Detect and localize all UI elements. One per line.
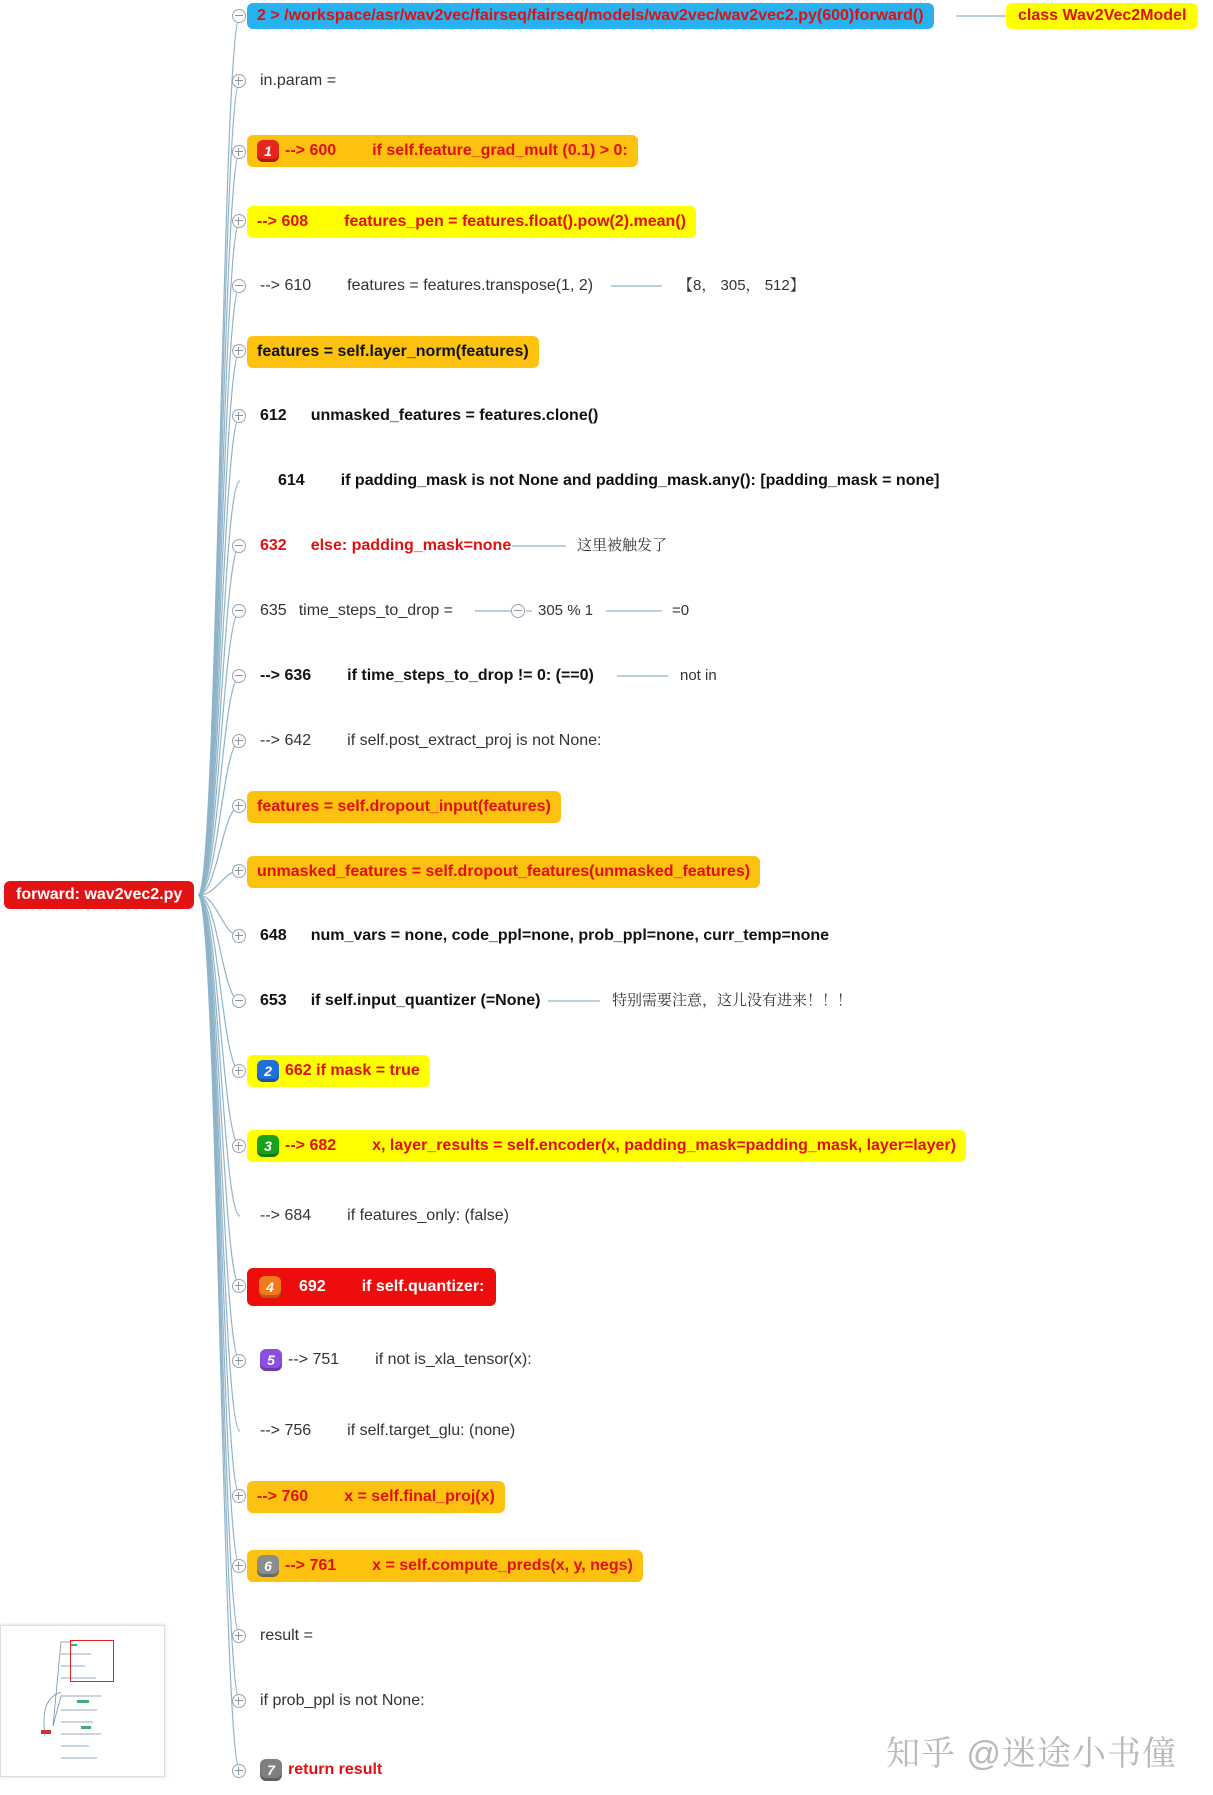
- expand-toggle[interactable]: [232, 74, 246, 88]
- note-not-in[interactable]: not in: [680, 667, 717, 684]
- node-dropout-input[interactable]: features = self.dropout_input(features): [247, 791, 561, 823]
- connector-line: [198, 546, 240, 895]
- line-number: 612: [260, 407, 287, 424]
- code-text: x = self.final_proj(x): [344, 1488, 495, 1505]
- node-return-result[interactable]: [260, 1759, 382, 1781]
- code-text: num_vars = none, code_ppl=none, prob_ppl=none, curr_temp=none: [310, 927, 830, 944]
- code-text: x = self.compute_preds(x, y, negs): [372, 1557, 633, 1575]
- priority-1-icon: 1: [257, 140, 279, 162]
- node-header-path[interactable]: 2 > /workspace/asr/wav2vec/fairseq/fairseq/models/wav2vec/wav2vec2.py(600)forward(): [247, 3, 934, 29]
- expand-toggle[interactable]: [232, 1354, 246, 1368]
- priority-5-icon: 5: [260, 1349, 282, 1371]
- connector-line: [198, 895, 240, 1701]
- connector-line: [198, 895, 240, 1496]
- priority-4-icon: 4: [259, 1276, 281, 1298]
- connector-line: [198, 221, 240, 895]
- node-line-610[interactable]: [260, 275, 593, 297]
- line-number: --> 684: [260, 1207, 312, 1224]
- code-text: x, layer_results = self.encoder(x, padding_mask=padding_mask, layer=layer): [372, 1137, 956, 1155]
- line-number: 632: [260, 537, 287, 554]
- line-number: --> 756: [260, 1422, 312, 1439]
- node-result[interactable]: result =: [260, 1627, 313, 1644]
- expand-toggle[interactable]: [232, 734, 246, 748]
- code-text: if self.input_quantizer (=None): [310, 992, 541, 1009]
- line-number: --> 751: [288, 1351, 340, 1369]
- expand-toggle[interactable]: [232, 145, 246, 159]
- code-text: unmasked_features = features.clone(): [310, 407, 599, 424]
- expand-toggle[interactable]: [232, 1064, 246, 1078]
- connector-line: [198, 81, 240, 895]
- expand-toggle[interactable]: [232, 1279, 246, 1293]
- expand-toggle[interactable]: [232, 864, 246, 878]
- node-line-614[interactable]: [278, 470, 939, 492]
- node-layer-norm[interactable]: features = self.layer_norm(features): [247, 336, 539, 368]
- node-line-760[interactable]: [247, 1481, 505, 1513]
- collapse-toggle[interactable]: [232, 994, 246, 1008]
- line-number: --> 608: [257, 213, 309, 230]
- code-text: return result: [288, 1761, 383, 1779]
- line-number: --> 636: [260, 667, 312, 684]
- node-line-682[interactable]: [247, 1130, 966, 1162]
- node-line-635[interactable]: [260, 600, 453, 622]
- code-text: else: padding_mask=none: [310, 537, 512, 554]
- connector-line: [198, 806, 240, 895]
- code-text: if features_only: (false): [347, 1207, 509, 1224]
- line-number: --> 682: [285, 1137, 337, 1155]
- priority-6-icon: 6: [257, 1555, 279, 1577]
- note-attention[interactable]: 特别需要注意，这儿没有进来！！！: [612, 992, 853, 1009]
- code-text: if self.quantizer:: [361, 1278, 485, 1296]
- node-line-751[interactable]: [260, 1349, 532, 1371]
- root-node[interactable]: forward: wav2vec2.py: [4, 881, 194, 909]
- line-number: --> 642: [260, 732, 312, 749]
- collapse-toggle[interactable]: [232, 539, 246, 553]
- expand-toggle[interactable]: [232, 1559, 246, 1573]
- line-number: 692: [299, 1278, 326, 1296]
- line-number: 648: [260, 927, 287, 944]
- collapse-toggle[interactable]: [232, 279, 246, 293]
- note-mod-result[interactable]: =0: [672, 602, 690, 619]
- code-text: if time_steps_to_drop != 0: (==0): [347, 667, 594, 684]
- line-number: 653: [260, 992, 287, 1009]
- collapse-toggle[interactable]: [232, 9, 246, 23]
- node-line-612[interactable]: [260, 405, 598, 427]
- code-text: if not is_xla_tensor(x):: [375, 1351, 532, 1369]
- expand-toggle[interactable]: [232, 409, 246, 423]
- note-triggered[interactable]: 这里被触发了: [577, 537, 668, 554]
- code-text: time_steps_to_drop =: [298, 602, 454, 619]
- connector-line: [198, 152, 240, 895]
- code-text: features = features.transpose(1, 2): [347, 277, 594, 294]
- node-in-param[interactable]: in.param =: [260, 72, 337, 89]
- line-number: --> 600: [285, 142, 337, 160]
- line-number: --> 760: [257, 1488, 309, 1505]
- node-line-662[interactable]: [247, 1055, 430, 1087]
- code-text: 662 if mask = true: [285, 1062, 420, 1080]
- code-text: if self.post_extract_proj is not None:: [347, 732, 602, 749]
- priority-3-icon: 3: [257, 1135, 279, 1157]
- connector-line: [198, 895, 240, 1286]
- node-line-761[interactable]: [247, 1550, 643, 1582]
- expand-toggle[interactable]: [232, 1694, 246, 1708]
- connector-line: [198, 895, 240, 1216]
- line-number: 635: [260, 602, 287, 619]
- priority-7-icon: 7: [260, 1759, 282, 1781]
- expand-toggle[interactable]: [232, 1139, 246, 1153]
- priority-2-icon: 2: [257, 1060, 279, 1082]
- node-line-648[interactable]: [260, 925, 829, 947]
- code-text: if padding_mask is not None and padding_mask.any(): [padding_mask = none]: [340, 472, 940, 489]
- note-mod-expression[interactable]: 305 % 1: [538, 602, 594, 619]
- expand-toggle[interactable]: [232, 799, 246, 813]
- code-text: if self.feature_grad_mult (0.1) > 0:: [372, 142, 628, 160]
- note-shape[interactable]: 【8， 305， 512】: [678, 277, 805, 294]
- line-number: --> 761: [285, 1557, 337, 1575]
- connector-line: [198, 351, 240, 895]
- expand-toggle[interactable]: [232, 929, 246, 943]
- connector-line: [198, 895, 240, 1431]
- connector-line: [198, 611, 240, 895]
- minimap-viewport[interactable]: [70, 1640, 114, 1682]
- connector-line: [198, 895, 240, 1071]
- node-prob-ppl[interactable]: if prob_ppl is not None:: [260, 1692, 425, 1709]
- expand-toggle[interactable]: [232, 1629, 246, 1643]
- code-text: if self.target_glu: (none): [347, 1422, 516, 1439]
- node-line-692[interactable]: [247, 1268, 496, 1306]
- node-line-653[interactable]: [260, 990, 541, 1012]
- node-dropout-features[interactable]: unmasked_features = self.dropout_features(unmasked_features): [247, 856, 760, 888]
- node-line-636[interactable]: [260, 665, 594, 687]
- connector-line: [198, 416, 240, 895]
- expand-toggle[interactable]: [232, 1489, 246, 1503]
- connector-line: [198, 895, 240, 1001]
- code-text: features_pen = features.float().pow(2).mean(): [344, 213, 686, 230]
- watermark: 知乎 @迷途小书僮: [886, 1735, 1177, 1773]
- line-number: --> 610: [260, 277, 312, 294]
- node-line-632[interactable]: [260, 535, 511, 557]
- node-line-600[interactable]: [247, 135, 638, 167]
- node-line-684[interactable]: [260, 1205, 509, 1227]
- collapse-toggle[interactable]: [511, 604, 525, 618]
- expand-toggle[interactable]: [232, 214, 246, 228]
- node-class-note[interactable]: class Wav2Vec2Model: [1006, 3, 1198, 29]
- collapse-toggle[interactable]: [232, 669, 246, 683]
- line-number: 614: [278, 472, 305, 489]
- minimap[interactable]: [0, 1625, 165, 1777]
- expand-toggle[interactable]: [232, 344, 246, 358]
- connector-line: [198, 676, 240, 895]
- node-line-642[interactable]: [260, 730, 602, 752]
- node-line-608[interactable]: [247, 206, 696, 238]
- collapse-toggle[interactable]: [232, 604, 246, 618]
- expand-toggle[interactable]: [232, 1764, 246, 1778]
- node-line-756[interactable]: [260, 1420, 515, 1442]
